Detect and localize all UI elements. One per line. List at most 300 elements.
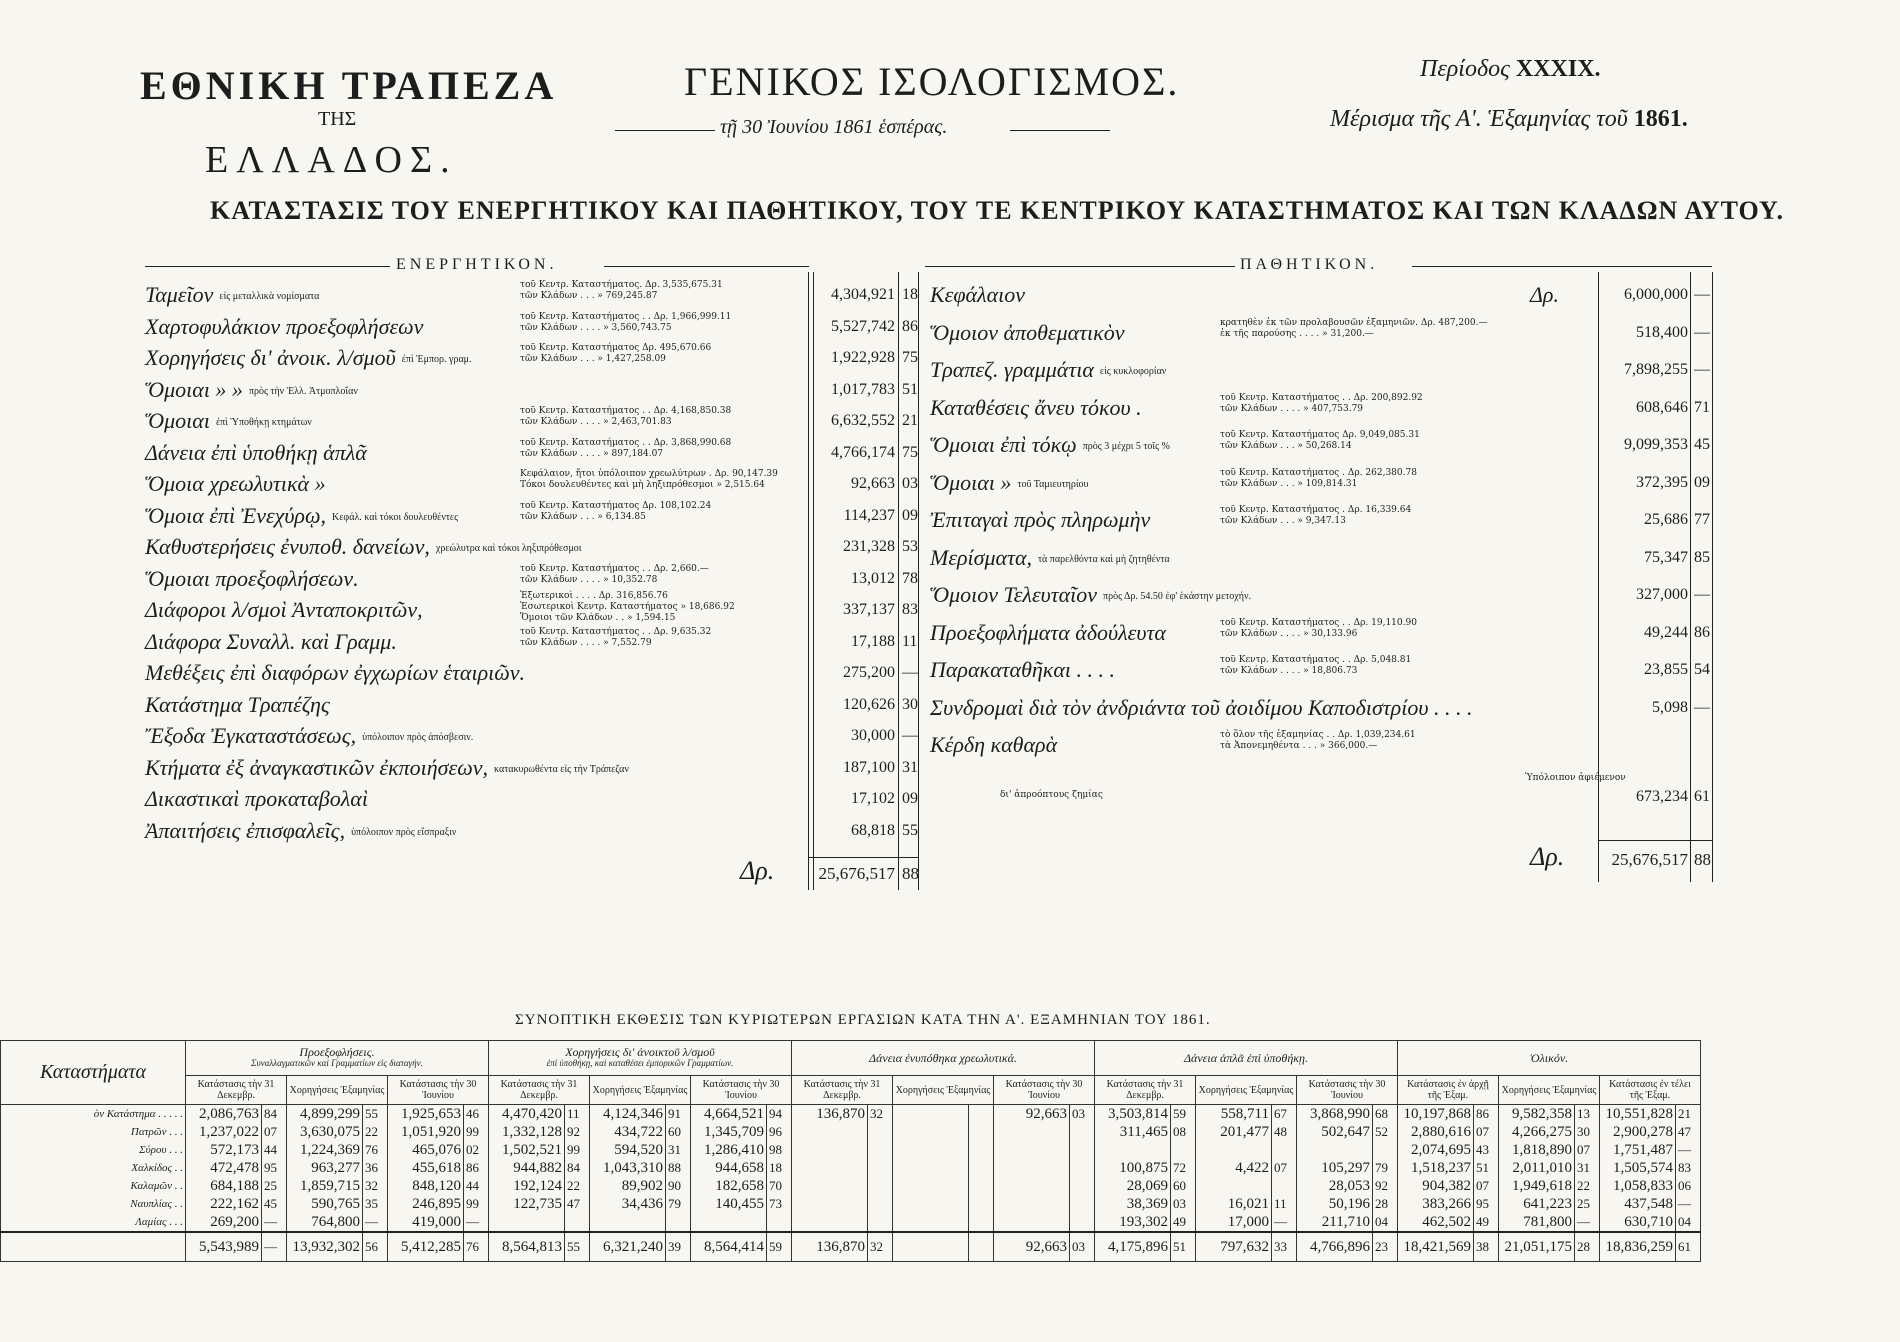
- asset-label-note: Κεφάλ. καὶ τόκοι δουλευθέντες: [332, 511, 459, 523]
- liability-label-note: τοῦ Ταμιευτηρίου: [1017, 478, 1089, 490]
- summary-cell-cents: —: [1676, 1195, 1701, 1213]
- summary-group-title: Δάνεια ἁπλᾶ ἐπὶ ὑποθήκῃ.: [1184, 1050, 1308, 1065]
- summary-cell-cents: [969, 1195, 994, 1213]
- summary-cell-amount: 136,870: [792, 1105, 868, 1124]
- summary-cell-amount: 558,711: [1196, 1105, 1272, 1124]
- summary-total-amount: 21,051,175: [1499, 1232, 1575, 1262]
- summary-total-cents: 03: [1070, 1232, 1095, 1262]
- summary-cell-amount: [489, 1213, 565, 1232]
- summary-title: ΣΥΝΟΠΤΙΚΗ ΕΚΘΕΣΙΣ ΤΩΝ ΚΥΡΙΩΤΕΡΩΝ ΕΡΓΑΣΙΩΝ ΚΑΤΑ ΤΗΝ Α'. ΕΞΑΜΗΝΙΑΝ ΤΟΥ 1861.: [515, 1012, 1211, 1028]
- summary-cell-amount: 311,465: [1095, 1123, 1171, 1141]
- profit-cents: 61: [1694, 788, 1710, 805]
- liability-label: [930, 320, 1130, 346]
- summary-cell-amount: 383,266: [1398, 1195, 1474, 1213]
- summary-cell-cents: —: [1272, 1213, 1297, 1232]
- summary-cell-cents: [1171, 1141, 1196, 1159]
- asset-label: [145, 503, 458, 529]
- asset-amount: 68,818: [851, 821, 895, 839]
- summary-cell-cents: —: [262, 1213, 287, 1232]
- asset-details: [520, 501, 711, 523]
- asset-row: [145, 437, 920, 467]
- summary-cell-cents: [1070, 1177, 1095, 1195]
- summary-cell-cents: 44: [262, 1141, 287, 1159]
- liability-row: [930, 317, 1710, 347]
- summary-cell-amount: 17,000: [1196, 1213, 1272, 1232]
- summary-cell-cents: 43: [1474, 1141, 1499, 1159]
- liability-cents: 77: [1694, 511, 1710, 528]
- liability-row: [930, 357, 1710, 384]
- summary-cell-cents: —: [1575, 1213, 1600, 1232]
- summary-cell-amount: 28,053: [1297, 1177, 1373, 1195]
- summary-cell-amount: 1,751,487: [1600, 1141, 1676, 1159]
- summary-cell-amount: 1,058,833: [1600, 1177, 1676, 1195]
- summary-cell-cents: 99: [464, 1123, 489, 1141]
- summary-cell-cents: 60: [666, 1123, 691, 1141]
- summary-cell-cents: [969, 1123, 994, 1141]
- summary-group-sub: Συναλλαγματικῶν καὶ Γραμματίων εἰς διαταγήν.: [251, 1058, 423, 1068]
- profit-amount: 673,234: [1636, 788, 1688, 805]
- liability-label: [930, 582, 1251, 608]
- liabilities-heading-rule-left: [925, 266, 1235, 267]
- summary-col-header: Κατάστασις ἐν ἀρχῇ τῆς Ἑξαμ.: [1398, 1076, 1499, 1105]
- asset-detail-line: Τόκοι δουλευθέντες καὶ μὴ ληξιπρόθεσμοι » 2,515.64: [520, 480, 765, 490]
- summary-cell-cents: 51: [1474, 1159, 1499, 1177]
- liability-label: [930, 620, 1172, 646]
- liability-row: [930, 657, 1710, 684]
- asset-row: [145, 626, 920, 656]
- liability-cents: 45: [1694, 436, 1710, 453]
- liability-label-text: Ὅμοιον ἀποθεματικὸν: [930, 319, 1125, 345]
- asset-label-text: Ὅμοιαι: [145, 408, 210, 433]
- summary-cell-amount: 630,710: [1600, 1213, 1676, 1232]
- summary-cell-amount: 764,800: [287, 1213, 363, 1232]
- summary-total-amount: 4,175,896: [1095, 1232, 1171, 1262]
- assets-total-amount: 25,676,517: [818, 864, 895, 883]
- asset-label-text: Χαρτοφυλάκιον προεξοφλήσεων: [145, 313, 424, 339]
- summary-cell-amount: [893, 1105, 969, 1124]
- summary-row: [1, 1123, 1701, 1141]
- summary-cell-cents: 83: [1676, 1159, 1701, 1177]
- summary-group-title: Ὁλικόν.: [1529, 1050, 1569, 1065]
- asset-label: [145, 692, 336, 718]
- liabilities-total-label: Δρ.: [1530, 842, 1565, 871]
- liability-row: [930, 732, 1710, 759]
- asset-label: [145, 471, 332, 497]
- asset-label: [145, 377, 358, 403]
- summary-cell-cents: [1070, 1213, 1095, 1232]
- liability-detail-line: τοῦ Κεντρ. Καταστήματος . Δρ. 16,339.64: [1220, 505, 1412, 515]
- document-title: ΓΕΝΙΚΟΣ ΙΣΟΛΟΓΙΣΜΟΣ.: [684, 59, 1180, 104]
- asset-label-text: Ἀπαιτήσεις ἐπισφαλεῖς,: [145, 817, 346, 843]
- asset-details: [520, 406, 731, 428]
- summary-total-cents: 33: [1272, 1232, 1297, 1262]
- asset-row: [145, 408, 920, 435]
- asset-cents: 30: [902, 695, 918, 713]
- asset-amount: 4,766,174: [831, 443, 895, 461]
- summary-cell-amount: 781,800: [1499, 1213, 1575, 1232]
- summary-total-cents: [969, 1232, 994, 1262]
- summary-total-cents: 23: [1373, 1232, 1398, 1262]
- summary-total-amount: 5,543,989: [186, 1232, 262, 1262]
- summary-cell-cents: [868, 1213, 893, 1232]
- asset-label-note: πρὸς τὴν Ἑλλ. Ἀτμοπλοΐαν: [248, 385, 358, 397]
- summary-total-cents: —: [262, 1232, 287, 1262]
- summary-cell-cents: [1070, 1195, 1095, 1213]
- summary-cell-cents: 95: [262, 1159, 287, 1177]
- liability-details: [1220, 730, 1416, 752]
- summary-cell-amount: [792, 1123, 868, 1141]
- summary-row: [1, 1213, 1701, 1232]
- liability-row: [930, 507, 1710, 534]
- summary-cell-cents: 49: [1474, 1213, 1499, 1232]
- asset-amount: 13,012: [851, 569, 895, 587]
- asset-cents: 51: [902, 380, 918, 398]
- summary-group-header: [186, 1041, 489, 1076]
- summary-cell-cents: 84: [565, 1159, 590, 1177]
- summary-cell-amount: 140,455: [691, 1195, 767, 1213]
- asset-detail-line: Ἐσωτερικοὶ Κεντρ. Καταστήματος » 18,686.92: [520, 602, 735, 612]
- summary-cell-cents: 03: [1070, 1105, 1095, 1124]
- asset-detail-line: τοῦ Κεντρ. Καταστήματος . . Δρ. 3,868,990.68: [520, 437, 732, 448]
- summary-cell-amount: 1,949,618: [1499, 1177, 1575, 1195]
- summary-total-cents: 56: [363, 1232, 388, 1262]
- summary-cell-cents: 86: [1474, 1105, 1499, 1124]
- summary-cell-cents: 07: [1272, 1159, 1297, 1177]
- asset-cents: 55: [902, 821, 918, 839]
- liability-label-text: Ὅμοιαι »: [930, 469, 1012, 495]
- asset-label-text: Δικαστικαὶ προκαταβολαὶ: [145, 786, 368, 811]
- liability-label-note: εἰς κυκλοφορίαν: [1099, 366, 1167, 378]
- summary-cell-cents: 72: [1171, 1159, 1196, 1177]
- summary-cell-amount: 3,503,814: [1095, 1105, 1171, 1124]
- liability-detail-line: τοῦ Κεντρ. Καταστήματος . . Δρ. 5,048.81: [1220, 655, 1412, 665]
- asset-row: [145, 660, 920, 687]
- asset-detail-line: τῶν Κλάδων . . . » 769,245.87: [520, 291, 658, 301]
- summary-cell-amount: [893, 1177, 969, 1195]
- liability-label: [930, 395, 1148, 421]
- asset-label-note: ὑπόλοιπον πρὸς ἀπόσβεσιν.: [362, 732, 474, 744]
- summary-cell-cents: 98: [767, 1141, 792, 1159]
- summary-cell-cents: 45: [262, 1195, 287, 1213]
- liability-label: [930, 657, 1121, 683]
- liability-label-text: Καταθέσεις ἄνευ τόκου .: [930, 394, 1142, 420]
- summary-cell-amount: 122,735: [489, 1195, 565, 1213]
- summary-cell-amount: [1196, 1177, 1272, 1195]
- liability-label-text: Συνδρομαὶ διὰ τὸν ἀνδριάντα τοῦ ἀοιδίμου Καποδιστρίου . . . .: [930, 694, 1473, 720]
- summary-cell-amount: 590,765: [287, 1195, 363, 1213]
- liability-row: [930, 467, 1710, 497]
- asset-label-text: Διάφορα Συναλλ. καὶ Γραμμ.: [145, 628, 397, 654]
- summary-total-amount: 18,421,569: [1398, 1232, 1474, 1262]
- summary-col-header: Κατάστασις τὴν 31 Δεκεμβρ.: [792, 1076, 893, 1105]
- summary-row: [1, 1105, 1701, 1124]
- summary-cell-amount: [893, 1159, 969, 1177]
- asset-label: [145, 408, 312, 434]
- summary-cell-amount: 1,224,369: [287, 1141, 363, 1159]
- summary-cell-cents: 47: [565, 1195, 590, 1213]
- summary-cell-cents: 25: [262, 1177, 287, 1195]
- asset-amount: 1,922,928: [831, 349, 895, 366]
- summary-cell-cents: [868, 1159, 893, 1177]
- liability-details: [1220, 318, 1487, 340]
- summary-total-amount: 13,932,302: [287, 1232, 363, 1262]
- asset-label: [145, 723, 473, 749]
- liability-detail-line: τοῦ Κεντρ. Καταστήματος . . Δρ. 200,892.92: [1220, 392, 1423, 403]
- summary-cell-amount: 3,630,075: [287, 1123, 363, 1141]
- asset-amount: 337,137: [843, 601, 895, 618]
- summary-branch-name: ὸν Κατάστημα . . . . .: [1, 1105, 186, 1124]
- summary-cell-amount: 1,332,128: [489, 1123, 565, 1141]
- liability-amount: 49,244: [1644, 623, 1688, 641]
- summary-cell-amount: 1,286,410: [691, 1141, 767, 1159]
- summary-cell-cents: 94: [767, 1105, 792, 1124]
- summary-branch-name: Σύρου . . .: [1, 1141, 186, 1159]
- summary-total-amount: 18,836,259: [1600, 1232, 1676, 1262]
- liability-cents: —: [1694, 586, 1710, 603]
- asset-label: [145, 755, 629, 781]
- liability-detail-line: κρατηθὲν ἐκ τῶν προλαβουσῶν ἑξαμηνιῶν. Δρ. 487,200.—: [1220, 317, 1488, 328]
- summary-cell-cents: 04: [1373, 1213, 1398, 1232]
- period-label: Περίοδος: [1420, 56, 1510, 82]
- summary-cell-cents: 92: [1373, 1177, 1398, 1195]
- asset-row: [145, 534, 920, 561]
- dividend-label: Μέρισμα τῆς Α'. Ἑξαμηνίας τοῦ: [1330, 106, 1628, 132]
- summary-cell-amount: 434,722: [590, 1123, 666, 1141]
- liability-amount: 518,400: [1636, 323, 1688, 341]
- liability-detail-line: τῶν Κλάδων . . . » 50,268.14: [1220, 441, 1352, 451]
- asset-details: [520, 280, 723, 302]
- asset-row: [145, 377, 920, 404]
- liabilities-right-rule: [1712, 272, 1713, 882]
- summary-col-header: Χορηγήσεις Ἑξαμηνίας: [1196, 1076, 1297, 1105]
- summary-cell-cents: [969, 1177, 994, 1195]
- summary-cell-amount: [792, 1213, 868, 1232]
- summary-total-amount: 797,632: [1196, 1232, 1272, 1262]
- asset-label-text: Ὅμοιαι » »: [145, 376, 243, 402]
- asset-cents: 11: [902, 632, 918, 650]
- summary-col-header: Κατάστασις τὴν 30 Ἰουνίου: [388, 1076, 489, 1105]
- summary-cell-amount: 455,618: [388, 1159, 464, 1177]
- summary-total-amount: 8,564,414: [691, 1232, 767, 1262]
- asset-row: [145, 723, 920, 750]
- bank-name-country: ΕΛΛΑΔΟΣ.: [205, 139, 458, 181]
- asset-label: [145, 786, 374, 812]
- date-rule-right: [1010, 130, 1110, 131]
- summary-cell-amount: 2,074,695: [1398, 1141, 1474, 1159]
- summary-cell-cents: 79: [1373, 1159, 1398, 1177]
- summary-cell-cents: [868, 1195, 893, 1213]
- asset-label-text: Κτήματα ἐξ ἀναγκαστικῶν ἐκποιήσεων,: [145, 754, 488, 780]
- summary-cell-cents: 30: [1575, 1123, 1600, 1141]
- asset-details: [520, 343, 711, 365]
- period: [1420, 56, 1601, 83]
- liability-amount: 6,000,000: [1624, 286, 1688, 303]
- liability-details: [1220, 505, 1411, 527]
- summary-total-amount: 136,870: [792, 1232, 868, 1262]
- summary-total-cents: 76: [464, 1232, 489, 1262]
- summary-branch-name: Ναυπλίας . .: [1, 1195, 186, 1213]
- liability-label: [930, 357, 1166, 383]
- summary-col-header: Χορηγήσεις Ἑξαμηνίας: [893, 1076, 994, 1105]
- asset-label-text: Ὅμοια ἐπὶ Ἐνεχύρῳ,: [145, 502, 327, 528]
- asset-detail-line: τοῦ Κεντρ. Καταστήματος Δρ. 495,670.66: [520, 343, 712, 353]
- asset-cents: 31: [902, 758, 918, 776]
- summary-cell-cents: —: [1676, 1141, 1701, 1159]
- summary-cell-cents: [1373, 1141, 1398, 1159]
- asset-details: [520, 564, 709, 586]
- summary-cell-cents: 22: [363, 1123, 388, 1141]
- summary-cell-amount: 684,188: [186, 1177, 262, 1195]
- liability-label-note: πρὸς Δρ. 54.50 ἐφ' ἑκάστην μετοχήν.: [1103, 591, 1251, 603]
- liability-label-text: Ἐπιταγαὶ πρὸς πληρωμὴν: [930, 507, 1151, 532]
- liability-label-text: Ὅμοιαι ἐπὶ τόκῳ: [930, 432, 1077, 457]
- liability-amount: 9,099,353: [1624, 436, 1688, 453]
- asset-detail-line: τοῦ Κεντρ. Καταστήματος . . Δρ. 9,635.32: [520, 626, 712, 637]
- liabilities-heading-rule-right: [1412, 266, 1712, 267]
- summary-cell-amount: [994, 1141, 1070, 1159]
- summary-cell-cents: [868, 1123, 893, 1141]
- asset-amount: 1,017,783: [831, 380, 895, 398]
- bank-name-of: ΤΗΣ: [318, 108, 357, 130]
- asset-detail-line: τοῦ Κεντρ. Καταστήματος. Δρ. 3,535,675.31: [520, 280, 723, 290]
- summary-cell-amount: 2,086,763: [186, 1105, 262, 1124]
- liabilities-total-rule: [1598, 840, 1712, 841]
- asset-label-text: Μεθέξεις ἐπὶ διαφόρων ἐγχωρίων ἑταιριῶν.: [145, 660, 526, 685]
- summary-cell-cents: 32: [868, 1105, 893, 1124]
- asset-amount: 6,632,552: [831, 412, 895, 429]
- summary-table: [0, 1040, 1701, 1262]
- summary-cell-cents: 99: [464, 1195, 489, 1213]
- summary-cell-amount: 1,237,022: [186, 1123, 262, 1141]
- summary-cell-amount: [792, 1177, 868, 1195]
- summary-total-cents: 38: [1474, 1232, 1499, 1262]
- liability-cents: —: [1694, 286, 1710, 303]
- summary-row: [1, 1195, 1701, 1213]
- liability-detail-line: τὰ Ἀπονεμηθέντα . . . » 366,000.—: [1220, 741, 1378, 751]
- summary-col-header: Κατάστασις τὴν 31 Δεκεμβρ.: [1095, 1076, 1196, 1105]
- summary-total-amount: 92,663: [994, 1232, 1070, 1262]
- asset-label: [145, 440, 373, 466]
- summary-cell-amount: 465,076: [388, 1141, 464, 1159]
- summary-cell-cents: [1070, 1159, 1095, 1177]
- liability-row: [930, 695, 1710, 722]
- summary-cell-cents: [969, 1213, 994, 1232]
- asset-detail-line: Ὅμοιοι τῶν Κλάδων . . » 1,594.15: [520, 613, 676, 623]
- asset-cents: —: [902, 727, 918, 744]
- summary-cell-cents: 35: [363, 1195, 388, 1213]
- liability-label-text: Ὅμοιον Τελευταῖον: [930, 582, 1098, 607]
- summary-cell-cents: [969, 1105, 994, 1124]
- summary-col-header: Κατάστασις τὴν 30 Ἰουνίου: [994, 1076, 1095, 1105]
- asset-row: [145, 563, 920, 593]
- asset-cents: 83: [902, 601, 918, 618]
- asset-row: [145, 345, 920, 372]
- summary-cell-cents: [1272, 1177, 1297, 1195]
- summary-total-cents: 32: [868, 1232, 893, 1262]
- asset-detail-line: τοῦ Κεντρ. Καταστήματος . . Δρ. 4,168,850.38: [520, 406, 732, 416]
- summary-col-header: Κατάστασις τὴν 30 Ἰουνίου: [1297, 1076, 1398, 1105]
- summary-cell-cents: 04: [1676, 1213, 1701, 1232]
- liability-amount: 372,395: [1636, 473, 1688, 491]
- summary-cell-cents: 70: [767, 1177, 792, 1195]
- summary-cell-cents: —: [363, 1213, 388, 1232]
- summary-cell-amount: 34,436: [590, 1195, 666, 1213]
- liability-row: [930, 617, 1710, 647]
- liability-cents: 86: [1694, 623, 1710, 641]
- liability-detail-line: τὸ ὅλον τῆς ἑξαμηνίας . . Δρ. 1,039,234.61: [1220, 730, 1416, 740]
- liability-label-note: πρὸς 3 μέχρι 5 τοῖς %: [1082, 441, 1170, 453]
- summary-total-cents: 39: [666, 1232, 691, 1262]
- liability-label-text: Παρακαταθῆκαι . . . .: [930, 657, 1116, 682]
- summary-cell-cents: 60: [1171, 1177, 1196, 1195]
- summary-cell-cents: 32: [363, 1177, 388, 1195]
- summary-cell-amount: [893, 1195, 969, 1213]
- asset-label-text: Ὅμοια χρεωλυτικὰ »: [145, 471, 326, 496]
- summary-cell-cents: 13: [1575, 1105, 1600, 1124]
- summary-cell-cents: [1070, 1141, 1095, 1159]
- liability-cents: —: [1694, 323, 1710, 341]
- liability-label-text: Τραπεζ. γραμμάτια: [930, 357, 1094, 382]
- period-value: XXXIX.: [1515, 56, 1601, 82]
- summary-cell-cents: 25: [1575, 1195, 1600, 1213]
- asset-amount: 4,304,921: [831, 286, 895, 303]
- summary-row: [1, 1177, 1701, 1195]
- asset-amount: 30,000: [851, 727, 895, 744]
- asset-detail-line: τοῦ Κεντρ. Καταστήματος Δρ. 108,102.24: [520, 500, 712, 511]
- asset-detail-line: τῶν Κλάδων . . . . » 2,463,701.83: [520, 417, 672, 427]
- liability-detail-line: τῶν Κλάδων . . . . » 30,133.96: [1220, 628, 1358, 639]
- summary-cell-cents: 07: [262, 1123, 287, 1141]
- summary-cell-cents: 47: [1676, 1123, 1701, 1141]
- liability-details: [1220, 430, 1420, 452]
- asset-amount: 5,527,742: [831, 317, 895, 335]
- summary-cell-amount: 963,277: [287, 1159, 363, 1177]
- summary-cell-amount: 9,582,358: [1499, 1105, 1575, 1124]
- summary-group-header: [792, 1041, 1095, 1076]
- asset-row: [145, 311, 920, 341]
- summary-cell-cents: 67: [1272, 1105, 1297, 1124]
- asset-label-note: ἐπὶ Ὑποθήκῃ κτημάτων: [215, 417, 312, 429]
- summary-cell-amount: [994, 1195, 1070, 1213]
- liability-amount: 7,898,255: [1624, 361, 1688, 378]
- summary-cell-cents: [1272, 1141, 1297, 1159]
- summary-cell-cents: 52: [1373, 1123, 1398, 1141]
- profit-note-reserve: δι' ἀπροόπτους ζημίας: [1000, 790, 1103, 800]
- liability-amount: 608,646: [1636, 398, 1688, 416]
- summary-cell-cents: 49: [1171, 1213, 1196, 1232]
- asset-details: [520, 627, 711, 649]
- summary-cell-cents: [969, 1141, 994, 1159]
- summary-cell-amount: 1,859,715: [287, 1177, 363, 1195]
- summary-cell-cents: [969, 1159, 994, 1177]
- liability-row: [930, 392, 1710, 422]
- statement-subtitle: ΚΑΤΑΣΤΑΣΙΣ ΤΟΥ ΕΝΕΡΓΗΤΙΚΟΥ ΚΑΙ ΠΑΘΗΤΙΚΟΥ, ΤΟΥ ΤΕ ΚΕΝΤΡΙΚΟΥ ΚΑΤΑΣΤΗΜΑΤΟΣ ΚΑΙ ΤΩΝ ΚΛΑΔΩΝ ΑΥΤΟΥ.: [210, 196, 1784, 225]
- summary-cell-cents: 08: [1171, 1123, 1196, 1141]
- summary-group-header: [489, 1041, 792, 1076]
- summary-cell-amount: [792, 1159, 868, 1177]
- asset-label: [145, 597, 429, 623]
- summary-cell-amount: 641,223: [1499, 1195, 1575, 1213]
- summary-group-title: Δάνεια ἐνυπόθηκα χρεωλυτικά.: [869, 1050, 1017, 1065]
- liability-row: [930, 545, 1710, 572]
- summary-cell-amount: 594,520: [590, 1141, 666, 1159]
- summary-group-header: [1398, 1041, 1701, 1076]
- summary-cell-cents: 99: [565, 1141, 590, 1159]
- summary-cell-cents: 76: [363, 1141, 388, 1159]
- summary-first-col: Καταστήματα: [1, 1041, 186, 1105]
- liability-label: [930, 432, 1170, 458]
- summary-branch-name: Χαλκίδος . .: [1, 1159, 186, 1177]
